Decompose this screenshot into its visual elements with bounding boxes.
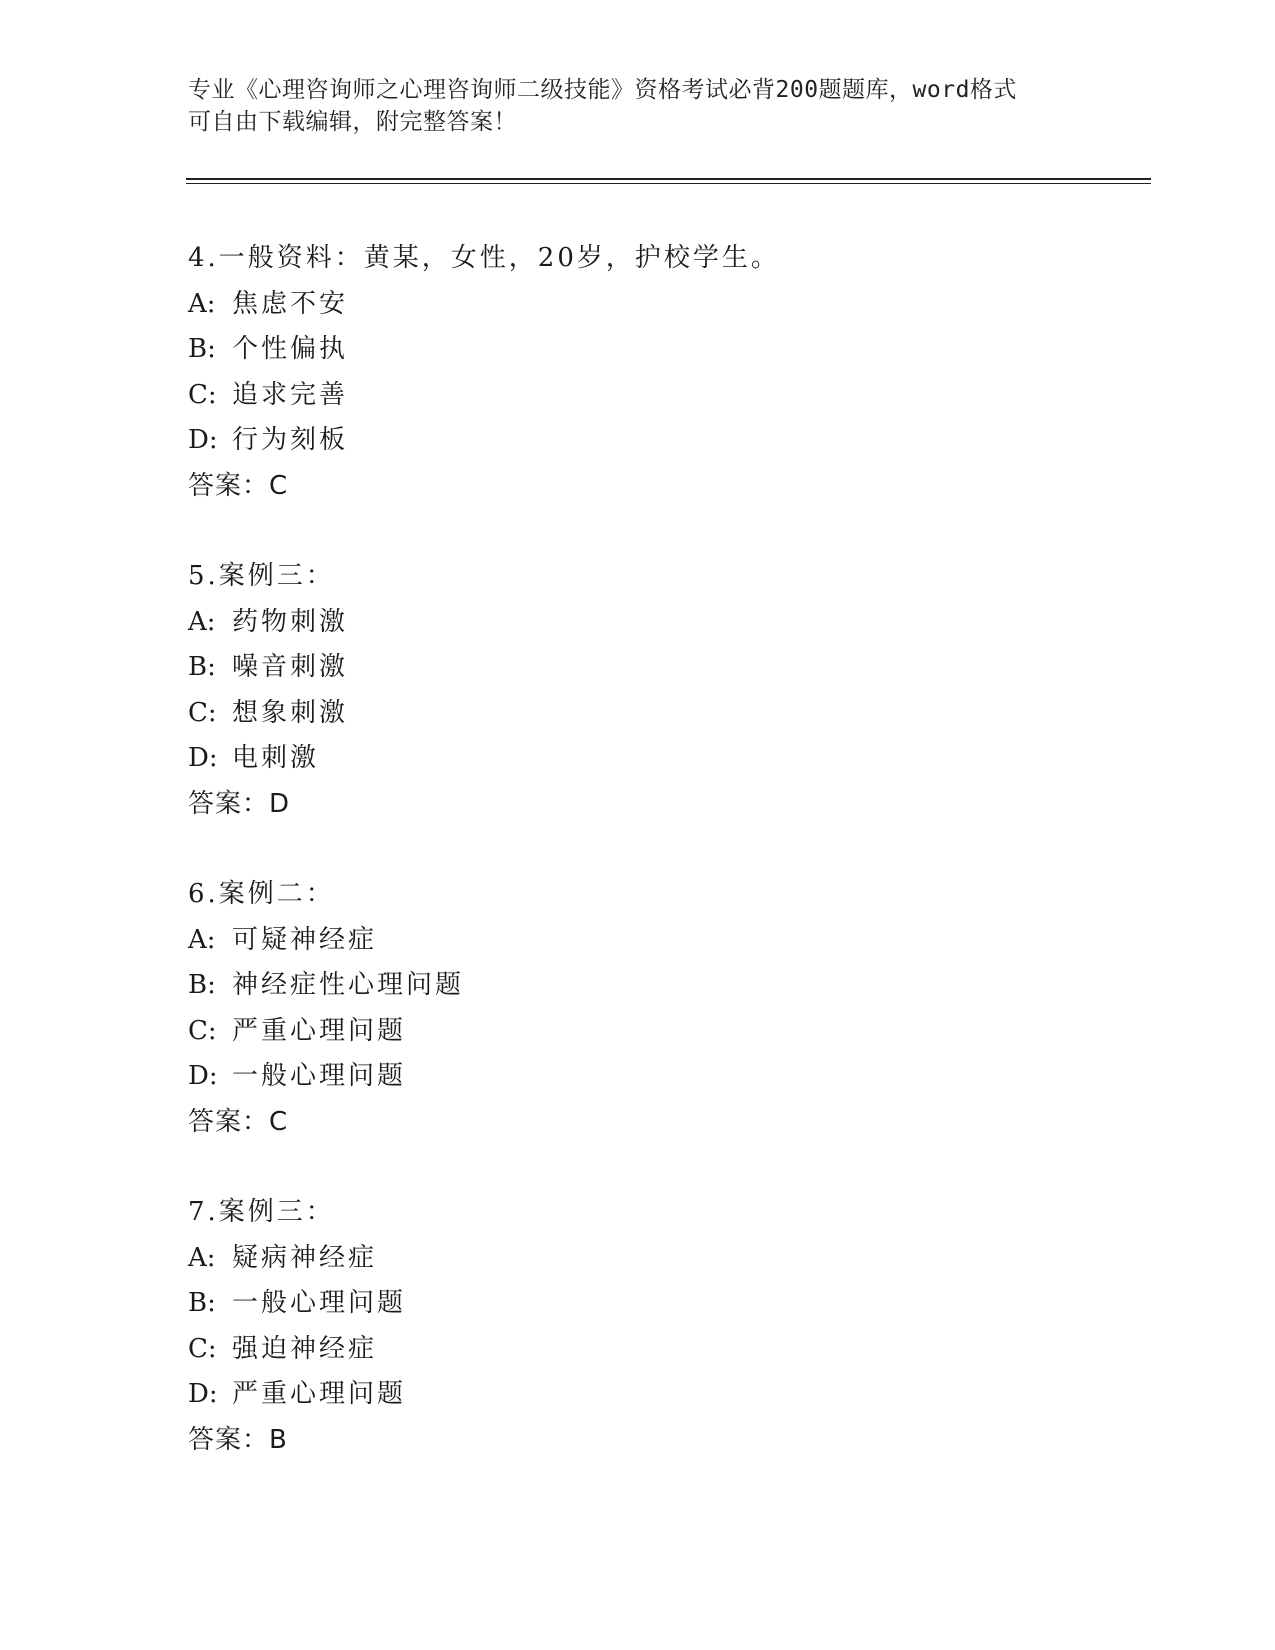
option-c [188,691,1148,737]
option-text: 行为刻板 [232,425,349,455]
option-text: 严重心理问题 [232,1015,407,1046]
option-d [188,418,1148,464]
question-6 [188,872,1148,1145]
option-c [188,1327,1148,1373]
option-text: 疑病神经症 [232,1242,378,1273]
option-c [188,373,1148,419]
option-d [188,736,1148,782]
question-7 [188,1190,1148,1463]
option-b [188,327,1148,373]
option-text: 电刺激 [232,743,320,773]
option-letter: D: [188,1379,218,1409]
option-letter: D: [188,1061,218,1091]
option-text: 追求完善 [232,379,349,410]
option-a [188,918,1148,964]
option-a [188,600,1148,646]
option-b [188,645,1148,691]
document-header [188,74,1088,138]
option-text: 一般心理问题 [232,1061,407,1091]
option-text: 焦虑不安 [232,288,349,319]
option-letter: A: [188,606,216,637]
answer-line: 答案：B [188,1424,288,1455]
option-a [188,282,1148,328]
option-letter: B: [188,334,216,364]
header-divider-thick [186,178,1151,180]
question-list [188,236,1148,1508]
option-b [188,1281,1148,1327]
option-text: 可疑神经症 [232,924,378,955]
option-letter: A: [188,288,216,319]
option-text: 噪音刺激 [232,652,349,682]
option-letter: C: [188,379,217,410]
option-c [188,1009,1148,1055]
option-text: 药物刺激 [232,606,349,637]
option-letter: C: [188,1333,217,1364]
option-letter: A: [188,1242,216,1273]
option-d [188,1372,1148,1418]
option-text: 严重心理问题 [232,1379,407,1409]
header-line-2: 可自由下载编辑，附完整答案！ [188,109,517,135]
answer-line: 答案：C [188,1106,289,1137]
option-text: 一般心理问题 [232,1288,407,1318]
header-divider-thin [186,183,1151,184]
answer-line: 答案：C [188,470,289,501]
option-letter: B: [188,652,216,682]
option-letter: B: [188,1288,216,1318]
option-d [188,1054,1148,1100]
option-text: 强迫神经症 [232,1333,378,1364]
option-text: 个性偏执 [232,334,349,364]
question-4 [188,236,1148,509]
option-text: 想象刺激 [232,697,349,728]
option-letter: C: [188,1015,217,1046]
question-stem: 5.案例三： [188,561,335,591]
option-letter: A: [188,924,216,955]
header-line-1: 专业《心理咨询师之心理咨询师二级技能》资格考试必背200题题库，word格式 [188,77,1017,103]
question-5 [188,554,1148,827]
answer-line: 答案：D [188,788,291,819]
option-letter: D: [188,425,218,455]
option-letter: B: [188,970,216,1000]
option-letter: D: [188,743,218,773]
question-stem: 6.案例二： [188,879,335,909]
option-letter: C: [188,697,217,728]
question-stem: 4.一般资料：黄某，女性，20岁，护校学生。 [188,243,780,273]
question-stem: 7.案例三： [188,1197,335,1227]
option-b [188,963,1148,1009]
option-text: 神经症性心理问题 [232,970,465,1000]
option-a [188,1236,1148,1282]
